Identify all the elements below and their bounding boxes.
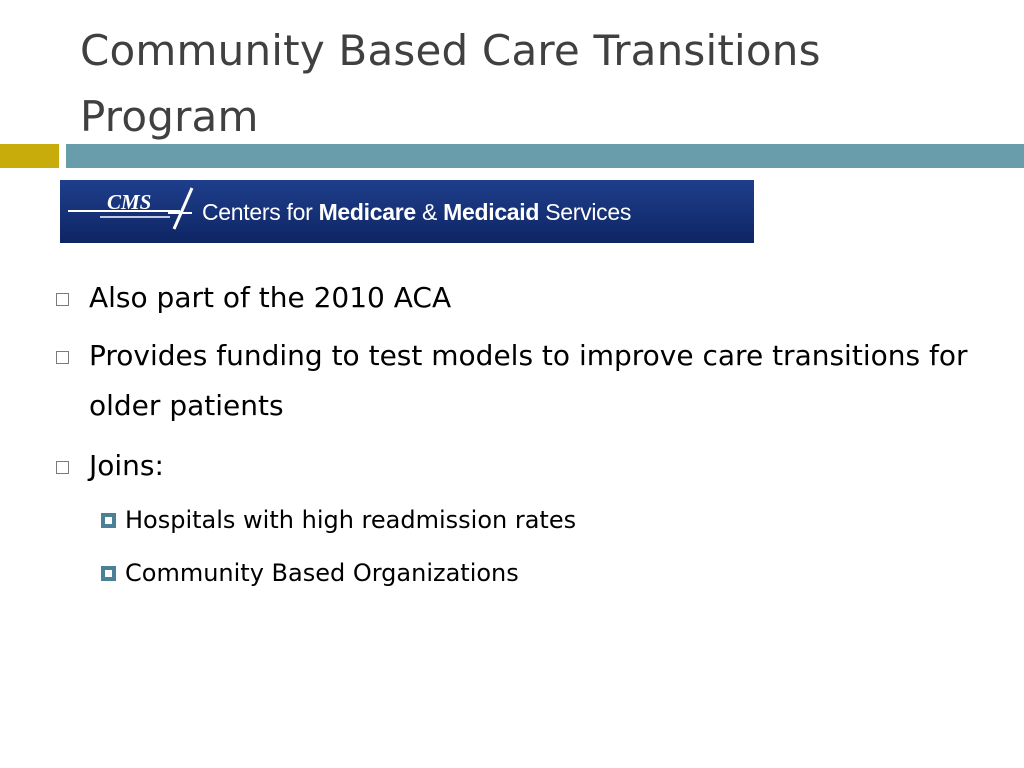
bullet-marker [56,351,69,364]
banner-text-prefix: Centers for [202,199,319,225]
sub-bullet-marker [101,513,116,528]
cms-logo-text: CMS [107,190,152,214]
banner-text-suffix: Services [539,199,632,225]
bullet-item: Also part of the 2010 ACA [89,281,452,314]
sub-bullet-item: Hospitals with high readmission rates [125,506,577,534]
banner-text-amp: & [415,199,444,225]
sub-bullet-marker [101,566,116,581]
bullet-marker [56,293,69,306]
banner-text-medicaid: Medicaid [443,199,540,225]
sub-bullet-item: Community Based Organizations [125,559,519,587]
bullet-item: Provides funding to test models to improve care transitions for older patients [89,339,968,422]
banner-text-medicare: Medicare [318,199,416,225]
bullet-marker [56,461,69,474]
bullet-item: Joins: [89,449,164,482]
slide-title: Community Based Care Transitions Program [80,26,821,141]
